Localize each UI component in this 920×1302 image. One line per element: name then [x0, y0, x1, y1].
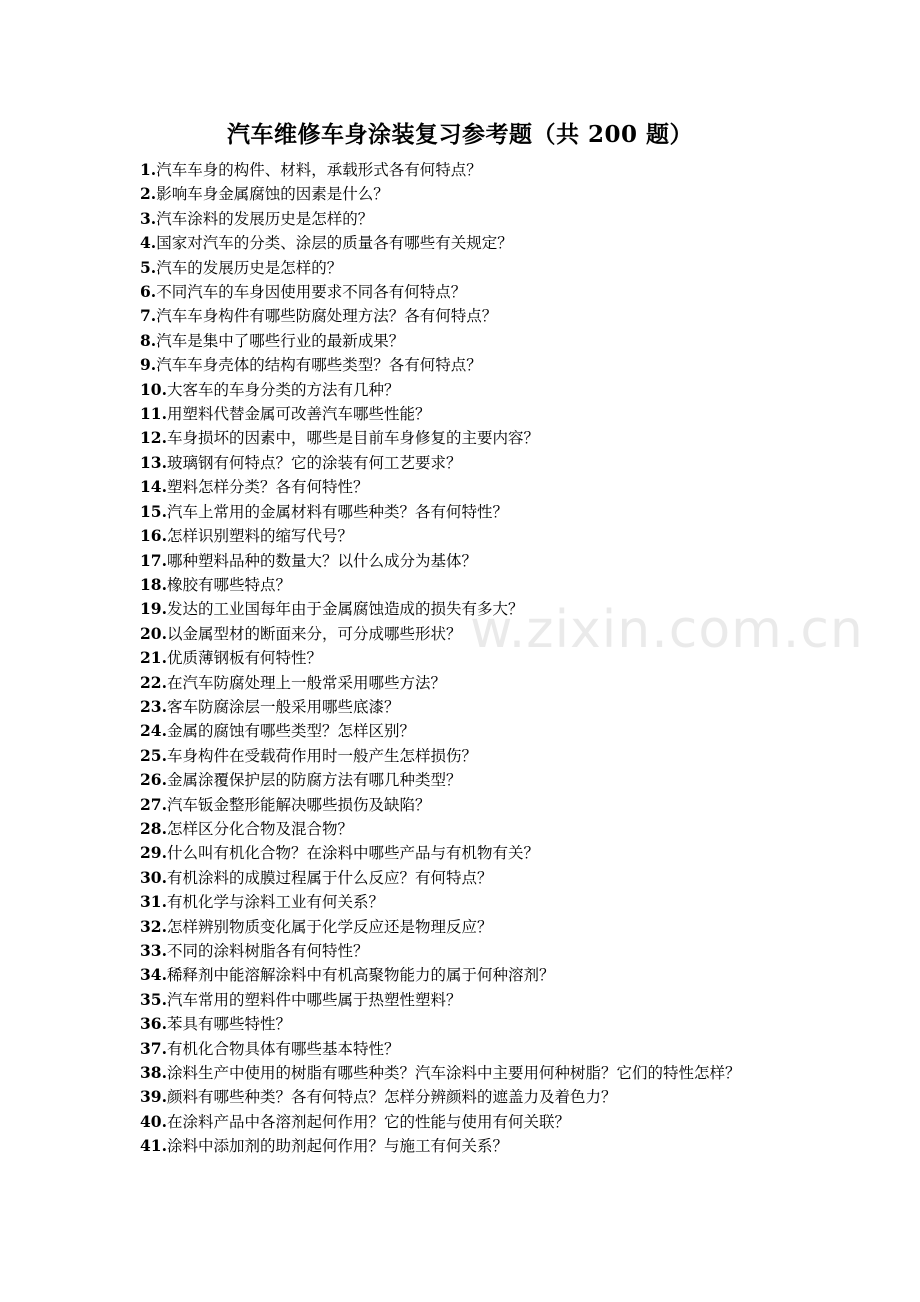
- question-number: 38.: [140, 1063, 167, 1083]
- question-item: [140, 1037, 790, 1061]
- question-item: [140, 939, 790, 963]
- question-number: 11.: [140, 404, 167, 424]
- question-item: [140, 695, 790, 719]
- question-text: 塑料怎样分类？各有何特性？: [166, 478, 369, 497]
- question-number: 21.: [140, 648, 167, 668]
- question-number: 36.: [140, 1014, 167, 1034]
- question-item: [140, 524, 790, 548]
- question-item: [140, 841, 790, 865]
- question-item: [140, 207, 790, 231]
- question-item: [140, 622, 790, 646]
- question-text: 涂料中添加剂的助剂起何作用？与施工有何关系？: [166, 1137, 508, 1156]
- question-item: [140, 890, 790, 914]
- question-text: 汽车车身壳体的结构有哪些类型？各有何特点？: [156, 356, 482, 375]
- question-number: 5.: [140, 257, 157, 277]
- question-number: 25.: [140, 745, 167, 765]
- question-number: 6.: [140, 282, 157, 302]
- question-text: 汽车上常用的金属材料有哪些种类？各有何特性？: [166, 502, 508, 521]
- question-text: 汽车钣金整形能解决哪些损伤及缺陷？: [166, 795, 431, 814]
- question-item: [140, 353, 790, 377]
- question-text: 客车防腐涂层一般采用哪些底漆？: [166, 697, 400, 716]
- question-number: 26.: [140, 770, 167, 790]
- question-number: 10.: [140, 379, 167, 399]
- question-number: 4.: [140, 233, 157, 253]
- question-text: 不同汽车的车身因使用要求不同各有何特点？: [156, 283, 467, 302]
- question-number: 41.: [140, 1136, 167, 1156]
- question-number: 9.: [140, 355, 157, 375]
- question-number: 31.: [140, 892, 167, 912]
- question-item: [140, 280, 790, 304]
- question-text: 怎样辨别物质变化属于化学反应还是物理反应？: [166, 917, 493, 936]
- question-text: 汽车是集中了哪些行业的最新成果？: [156, 331, 405, 350]
- question-number: 40.: [140, 1111, 167, 1131]
- question-number: 33.: [140, 941, 167, 960]
- question-number: 30.: [140, 867, 167, 887]
- question-number: 24.: [140, 721, 167, 741]
- question-text: 哪种塑料品种的数量大？以什么成分为基体？: [166, 551, 477, 570]
- question-text: 金属涂覆保护层的防腐方法有哪几种类型？: [166, 771, 462, 790]
- question-text: 稀释剂中能溶解涂料中有机高聚物能力的属于何种溶剂？: [166, 966, 555, 985]
- question-text: 苯具有哪些特性？: [166, 1015, 291, 1034]
- question-number: 14.: [140, 477, 167, 497]
- question-item: [140, 915, 790, 939]
- question-item: [140, 671, 790, 695]
- question-item: [140, 573, 790, 597]
- question-number: 7.: [140, 306, 157, 326]
- question-item: [140, 988, 790, 1012]
- question-item: [140, 231, 790, 255]
- question-text: 用塑料代替金属可改善汽车哪些性能？: [166, 405, 431, 424]
- question-number: 39.: [140, 1087, 167, 1107]
- question-number: 18.: [140, 574, 167, 594]
- question-text: 国家对汽车的分类、涂层的质量各有哪些有关规定？: [156, 234, 513, 253]
- question-item: [140, 646, 790, 670]
- question-text: 在汽车防腐处理上一般常采用哪些方法？: [166, 673, 446, 692]
- question-item: [140, 475, 790, 499]
- question-item: [140, 426, 790, 450]
- question-text: 影响车身金属腐蚀的因素是什么？: [156, 185, 389, 204]
- question-text: 车身构件在受载荷作用时一般产生怎样损伤？: [166, 746, 477, 765]
- question-text: 优质薄钢板有何特性？: [166, 649, 322, 668]
- question-item: [140, 719, 790, 743]
- question-item: [140, 1134, 790, 1158]
- question-text: 汽车的发展历史是怎样的？: [156, 258, 343, 277]
- question-text: 怎样识别塑料的缩写代号？: [166, 527, 353, 546]
- question-number: 13.: [140, 452, 167, 472]
- question-item: [140, 158, 790, 182]
- question-item: [140, 451, 790, 475]
- question-text: 以金属型材的断面来分，可分成哪些形状？: [166, 624, 462, 643]
- question-text: 金属的腐蚀有哪些类型？怎样区别？: [166, 722, 415, 741]
- question-text: 怎样区分化合物及混合物？: [166, 819, 353, 838]
- question-number: 16.: [140, 526, 167, 546]
- question-text: 橡胶有哪些特点？: [166, 575, 291, 594]
- question-text: 发达的工业国每年由于金属腐蚀造成的损失有多大？: [166, 600, 524, 619]
- question-item: [140, 378, 790, 402]
- question-number: 29.: [140, 843, 167, 863]
- question-text: 有机化合物具体有哪些基本特性？: [166, 1039, 400, 1058]
- question-item: [140, 963, 790, 987]
- question-text: 玻璃钢有何特点？它的涂装有何工艺要求？: [166, 453, 462, 472]
- question-item: [140, 549, 790, 573]
- question-item: [140, 817, 790, 841]
- question-text: 在涂料产品中各溶剂起何作用？它的性能与使用有何关联？: [166, 1112, 570, 1131]
- question-text: 什么叫有机化合物？在涂料中哪些产品与有机物有关？: [166, 844, 539, 863]
- question-item: [140, 1085, 790, 1109]
- question-item: [140, 304, 790, 328]
- question-number: 35.: [140, 989, 167, 1009]
- question-number: 27.: [140, 794, 167, 814]
- question-number: 8.: [140, 330, 157, 350]
- question-number: 1.: [140, 160, 157, 179]
- question-item: [140, 744, 790, 768]
- question-item: [140, 256, 790, 280]
- question-text: 有机涂料的成膜过程属于什么反应？有何特点？: [166, 868, 493, 887]
- question-number: 19.: [140, 599, 167, 619]
- question-number: 2.: [140, 184, 157, 204]
- question-number: 37.: [140, 1038, 167, 1058]
- watermark: w.zixin.com.cn: [470, 600, 864, 660]
- question-item: [140, 402, 790, 426]
- question-number: 17.: [140, 550, 167, 570]
- question-text: 颜料有哪些种类？各有何特点？怎样分辨颜料的遮盖力及着色力？: [166, 1088, 617, 1107]
- question-text: 不同的涂料树脂各有何特性？: [166, 942, 369, 960]
- question-number: 15.: [140, 501, 167, 521]
- question-text: 有机化学与涂料工业有何关系？: [166, 893, 384, 912]
- question-number: 23.: [140, 696, 167, 716]
- question-text: 汽车涂料的发展历史是怎样的？: [156, 209, 374, 228]
- question-number: 3.: [140, 208, 157, 228]
- question-item: [140, 500, 790, 524]
- question-text: 涂料生产中使用的树脂有哪些种类？汽车涂料中主要用何种树脂？它们的特性怎样？: [166, 1064, 741, 1083]
- question-item: [140, 793, 790, 817]
- question-item: [140, 768, 790, 792]
- question-number: 28.: [140, 818, 167, 838]
- question-text: 汽车常用的塑料件中哪些属于热塑性塑料？: [166, 990, 462, 1009]
- question-item: [140, 1061, 790, 1085]
- question-number: 22.: [140, 672, 167, 692]
- question-number: 34.: [140, 965, 167, 985]
- question-item: [140, 1012, 790, 1036]
- document-title: 汽车维修车身涂装复习参考题（共 200 题）: [226, 121, 694, 148]
- question-number: 20.: [140, 623, 167, 643]
- question-item: [140, 597, 790, 621]
- question-item: [140, 329, 790, 353]
- question-text: 汽车车身构件有哪些防腐处理方法？各有何特点？: [156, 307, 498, 326]
- question-text: 大客车的车身分类的方法有几种？: [166, 380, 400, 399]
- question-number: 12.: [140, 428, 167, 448]
- question-item: [140, 866, 790, 890]
- question-list: [140, 158, 790, 1159]
- question-text: 车身损坏的因素中，哪些是目前车身修复的主要内容？: [166, 429, 539, 448]
- question-number: 32.: [140, 916, 167, 936]
- question-text: 汽车车身的构件、材料，承载形式各有何特点？: [156, 161, 482, 179]
- question-item: [140, 182, 790, 206]
- question-item: [140, 1110, 790, 1134]
